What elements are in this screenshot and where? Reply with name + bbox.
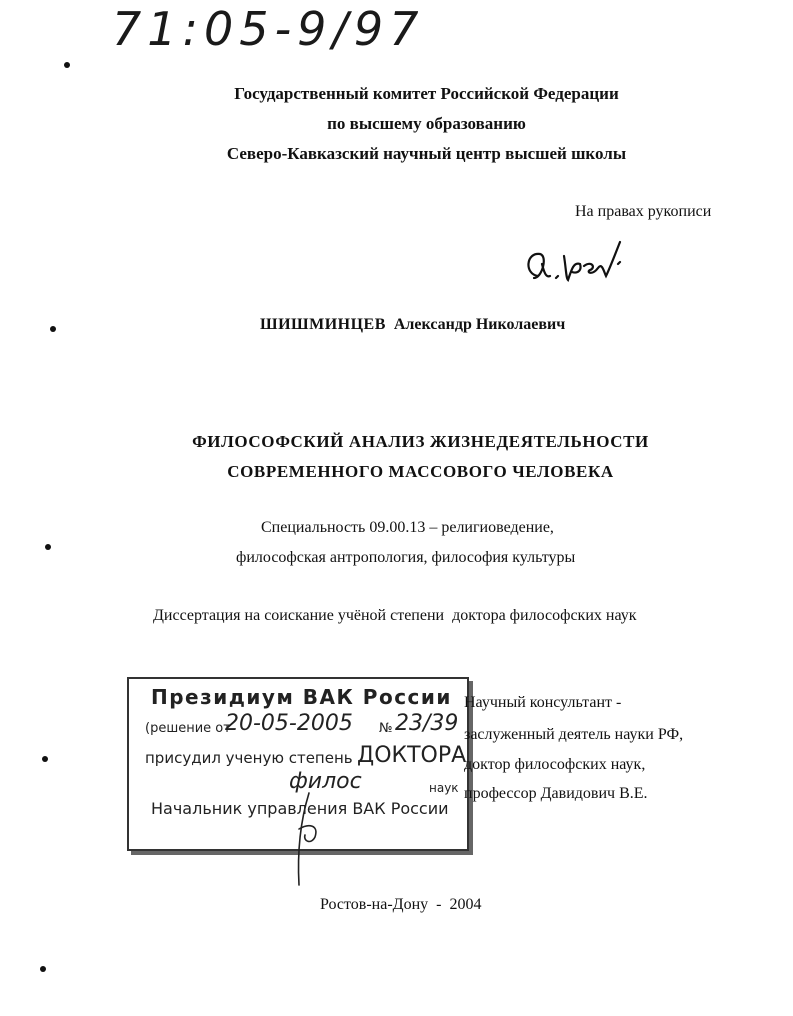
- vak-stamp: [127, 677, 469, 851]
- stamp-decision-number: 23/39: [395, 711, 459, 736]
- city-year: Ростов-на-Дону - 2004: [320, 896, 482, 913]
- stamp-title: Президиум ВАК России: [151, 685, 452, 709]
- scan-mark: [40, 966, 46, 972]
- consultant-line-4: профессор Давидович В.Е.: [464, 785, 648, 802]
- scan-mark: [45, 544, 51, 550]
- stamp-decision-prefix: (решение от: [145, 721, 231, 736]
- stamp-number-prefix: №: [379, 721, 393, 736]
- author-surname: ШИШМИНЦЕВ: [260, 316, 386, 333]
- consultant-line-1: Научный консультант -: [464, 694, 622, 711]
- consultant-line-2: заслуженный деятель науки РФ,: [464, 726, 684, 743]
- title-line-2: СОВРЕМЕННОГО МАССОВОГО ЧЕЛОВЕКА: [227, 462, 614, 481]
- rights-note: На правах рукописи: [575, 203, 712, 220]
- header-line-1: Государственный комитет Российской Федерации: [234, 84, 619, 103]
- stamp-field: филос: [289, 769, 362, 794]
- stamp-signature: [279, 789, 339, 889]
- stamp-footer: Начальник управления ВАК России: [151, 799, 449, 818]
- stamp-awarded-prefix: присудил ученую степень: [145, 749, 353, 767]
- stamp-field-suffix: наук: [429, 781, 459, 795]
- archive-number: 71:05-9/97: [112, 2, 425, 56]
- stamp-degree: ДОКТОРА: [357, 743, 467, 768]
- scan-mark: [50, 326, 56, 332]
- stamp-decision-date: 20-05-2005: [225, 711, 353, 736]
- scan-mark: [42, 756, 48, 762]
- dissertation-line: Диссертация на соискание учёной степени доктора философских наук: [153, 607, 637, 624]
- specialty-line-1: Специальность 09.00.13 – религиоведение,: [261, 519, 554, 536]
- specialty-line-2: философская антропология, философия культуры: [236, 549, 576, 566]
- author-given: Александр Николаевич: [393, 316, 566, 333]
- title-line-1: ФИЛОСОФСКИЙ АНАЛИЗ ЖИЗНЕДЕЯТЕЛЬНОСТИ: [192, 432, 649, 451]
- consultant-line-3: доктор философских наук,: [464, 756, 646, 773]
- scan-mark: [64, 62, 70, 68]
- header-line-2: по высшему образованию: [327, 114, 526, 133]
- signature-mark: [520, 238, 630, 298]
- author-name: [260, 316, 565, 334]
- header-line-3: Северо-Кавказский научный центр высшей школы: [226, 144, 627, 163]
